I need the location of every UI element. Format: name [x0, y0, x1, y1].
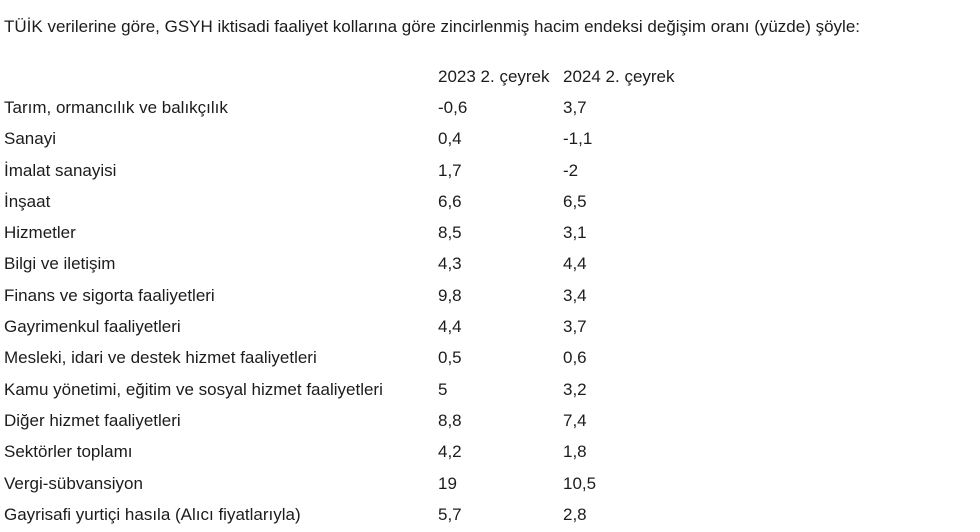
row-value-q2-2023: 5,7 — [438, 504, 462, 524]
row-value-q2-2023: 1,7 — [438, 160, 462, 180]
row-label: Tarım, ormancılık ve balıkçılık — [4, 97, 228, 117]
table-row — [4, 343, 703, 374]
row-label: Bilgi ve iletişim — [4, 254, 116, 274]
table-body — [4, 92, 703, 530]
gdp-growth-table — [4, 61, 703, 530]
header-q2-2023: 2023 2. çeyrek — [438, 66, 550, 86]
row-value-q2-2024: -2 — [563, 160, 579, 180]
table-row — [4, 437, 703, 468]
row-value-q2-2023: 0,5 — [438, 348, 462, 368]
row-value-q2-2024: 3,2 — [563, 379, 587, 399]
row-value-q2-2023: 8,8 — [438, 410, 462, 430]
row-value-q2-2024: 2,8 — [563, 504, 587, 524]
table-row — [4, 92, 703, 123]
row-value-q2-2024: 10,5 — [563, 473, 597, 493]
intro-text: TÜİK verilerine göre, GSYH iktisadi faaliyet kollarına göre zincirlenmiş hacim endeksi değişim oranı (yüzde) şöyle: — [4, 17, 861, 36]
table-row — [4, 499, 703, 530]
row-value-q2-2024: 0,6 — [563, 348, 587, 368]
table-row — [4, 311, 703, 342]
row-value-q2-2024: 7,4 — [563, 410, 587, 430]
row-label: İmalat sanayisi — [4, 160, 117, 180]
table-row — [4, 186, 703, 217]
row-value-q2-2023: 4,3 — [438, 254, 462, 274]
table-row — [4, 124, 703, 155]
table-row — [4, 405, 703, 436]
row-value-q2-2024: 4,4 — [563, 254, 587, 274]
row-label: Gayrisafi yurtiçi hasıla (Alıcı fiyatlarıyla) — [4, 504, 301, 524]
row-label: Kamu yönetimi, eğitim ve sosyal hizmet faaliyetleri — [4, 379, 383, 399]
row-value-q2-2024: 6,5 — [563, 191, 587, 211]
row-value-q2-2024: 1,8 — [563, 442, 587, 462]
row-label: Diğer hizmet faaliyetleri — [4, 410, 181, 430]
table-row — [4, 249, 703, 280]
row-value-q2-2023: -0,6 — [438, 97, 468, 117]
row-label: İnşaat — [4, 191, 51, 211]
row-label: Finans ve sigorta faaliyetleri — [4, 285, 215, 305]
row-label: Hizmetler — [4, 223, 76, 243]
row-value-q2-2024: 3,4 — [563, 285, 587, 305]
table-row — [4, 280, 703, 311]
row-value-q2-2023: 4,4 — [438, 317, 462, 337]
header-q2-2024: 2024 2. çeyrek — [563, 66, 675, 86]
row-label: Gayrimenkul faaliyetleri — [4, 317, 181, 337]
row-value-q2-2024: 3,7 — [563, 97, 587, 117]
row-value-q2-2023: 8,5 — [438, 223, 462, 243]
row-value-q2-2024: 3,1 — [563, 223, 587, 243]
row-value-q2-2024: -1,1 — [563, 129, 593, 149]
row-label: Mesleki, idari ve destek hizmet faaliyetleri — [4, 348, 317, 368]
table-row — [4, 155, 703, 186]
table-row — [4, 468, 703, 499]
row-value-q2-2023: 9,8 — [438, 285, 462, 305]
row-value-q2-2023: 5 — [438, 379, 448, 399]
row-value-q2-2023: 4,2 — [438, 442, 462, 462]
row-value-q2-2023: 0,4 — [438, 129, 462, 149]
table-row — [4, 374, 703, 405]
table-row — [4, 217, 703, 248]
row-value-q2-2023: 6,6 — [438, 191, 462, 211]
header-sector — [4, 61, 438, 92]
row-label: Sanayi — [4, 129, 56, 149]
table-header-row — [4, 61, 703, 92]
row-label: Sektörler toplamı — [4, 442, 133, 462]
row-label: Vergi-sübvansiyon — [4, 473, 143, 493]
row-value-q2-2023: 19 — [438, 473, 457, 493]
row-value-q2-2024: 3,7 — [563, 317, 587, 337]
